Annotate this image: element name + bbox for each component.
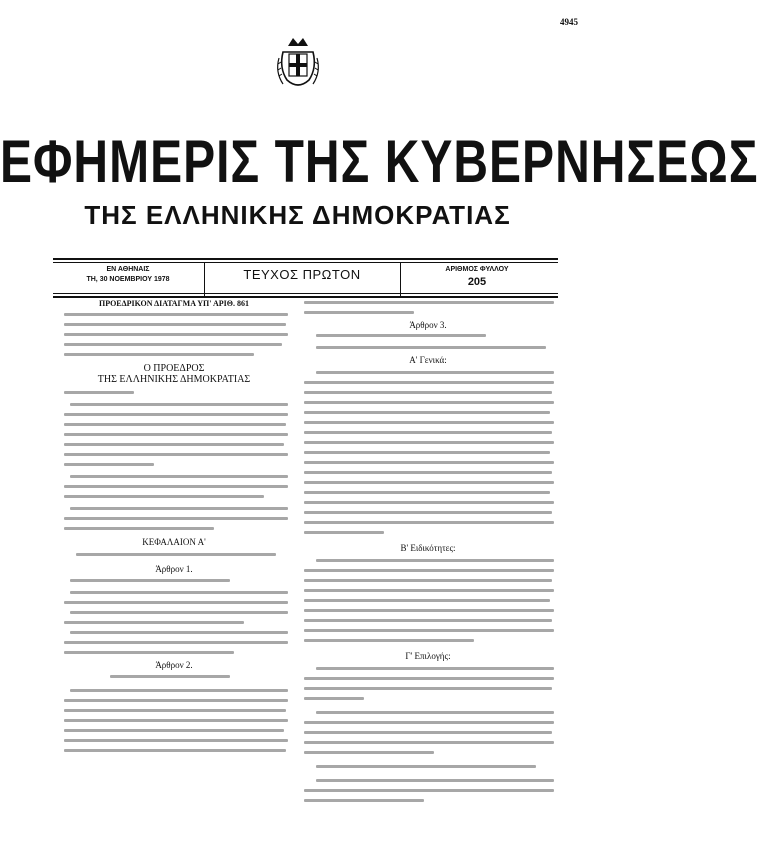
- text-line: [316, 371, 554, 374]
- text-line: [304, 789, 554, 792]
- text-line: [304, 619, 552, 622]
- text-line: [70, 475, 288, 478]
- issue-place: ΕΝ ΑΘΗΝΑΙΣ: [106, 266, 150, 273]
- text-line: [304, 721, 554, 724]
- text-line: [64, 453, 288, 456]
- issue-type: ΤΕΥΧΟΣ ΠΡΩΤΟΝ: [243, 267, 361, 282]
- president-heading-line2: ΤΗΣ ΕΛΛΗΝΙΚΗΣ ΔΗΜΟΚΡΑΤΙΑΣ: [97, 374, 251, 385]
- text-line: [304, 521, 554, 524]
- text-line: [64, 709, 286, 712]
- text-line: [304, 491, 550, 494]
- text-line: [304, 677, 554, 680]
- article-3-heading: Άρθρον 3.: [409, 320, 447, 330]
- text-line: [304, 421, 554, 424]
- issue-date: ΤΗ, 30 ΝΟΕΜΒΡΙΟΥ 1978: [86, 276, 170, 283]
- text-line: [316, 779, 554, 782]
- text-line: [70, 631, 288, 634]
- text-line: [316, 334, 486, 337]
- text-line: [304, 501, 554, 504]
- text-line: [64, 433, 288, 436]
- section-b-heading: Β' Ειδικότητες:: [400, 543, 456, 553]
- page-number: 4945: [560, 17, 578, 27]
- chapter-heading: ΚΕΦΑΛΑΙΟΝ Α': [142, 537, 206, 547]
- text-line: [64, 485, 288, 488]
- text-line: [64, 739, 288, 742]
- text-line: [64, 353, 254, 356]
- info-separator-right: [400, 262, 401, 296]
- text-line: [70, 689, 288, 692]
- text-line: [304, 381, 554, 384]
- text-line: [64, 527, 214, 530]
- top-rule: [53, 258, 558, 260]
- text-line: [64, 323, 286, 326]
- text-line: [110, 675, 230, 678]
- text-line: [64, 391, 134, 394]
- text-line: [316, 765, 536, 768]
- masthead-subtitle: ΤΗΣ ΕΛΛΗΝΙΚΗΣ ΔΗΜΟΚΡΑΤΙΑΣ: [84, 200, 511, 230]
- section-a-heading: Α' Γενικά:: [409, 355, 447, 365]
- bottom-rule: [53, 296, 558, 298]
- text-line: [304, 451, 550, 454]
- text-line: [304, 391, 552, 394]
- text-line: [304, 731, 552, 734]
- text-line: [70, 611, 288, 614]
- article-1-heading: Άρθρον 1.: [155, 564, 193, 574]
- text-line: [64, 719, 288, 722]
- text-line: [304, 511, 552, 514]
- top-rule-thin: [53, 262, 558, 263]
- president-heading: Ο ΠΡΟΕΔΡΟΣ: [143, 363, 205, 374]
- text-line: [304, 639, 474, 642]
- coat-of-arms-emblem: [273, 32, 323, 90]
- text-line: [64, 495, 264, 498]
- text-line: [64, 423, 286, 426]
- text-line: [304, 751, 434, 754]
- text-line: [304, 531, 384, 534]
- text-line: [304, 401, 554, 404]
- text-line: [64, 729, 284, 732]
- text-line: [64, 517, 288, 520]
- decree-heading: ΠΡΟΕΔΡΙΚΟΝ ΔΙΑΤΑΓΜΑ ΥΠ' ΑΡΙΘ. 861: [98, 299, 250, 308]
- text-line: [304, 609, 554, 612]
- text-line: [304, 431, 552, 434]
- text-line: [316, 346, 546, 349]
- text-line: [70, 591, 288, 594]
- text-line: [64, 313, 288, 316]
- text-line: [304, 697, 364, 700]
- text-line: [64, 343, 282, 346]
- text-line: [304, 461, 554, 464]
- text-line: [304, 629, 554, 632]
- text-line: [64, 333, 288, 336]
- text-line: [64, 413, 288, 416]
- text-line: [304, 579, 552, 582]
- sheet-number-label: ΑΡΙΘΜΟΣ ΦΥΛΛΟΥ: [445, 266, 509, 273]
- article-2-heading: Άρθρον 2.: [155, 660, 193, 670]
- text-line: [316, 559, 554, 562]
- text-line: [64, 621, 244, 624]
- text-line: [304, 311, 414, 314]
- text-line: [64, 651, 234, 654]
- text-line: [304, 471, 552, 474]
- text-line: [304, 481, 554, 484]
- text-line: [304, 687, 552, 690]
- section-c-heading: Γ' Επιλογής:: [405, 651, 451, 661]
- text-line: [64, 601, 288, 604]
- sheet-number: 205: [467, 276, 487, 288]
- text-line: [316, 711, 554, 714]
- text-line: [64, 463, 154, 466]
- text-line: [304, 589, 554, 592]
- text-line: [304, 799, 424, 802]
- text-line: [304, 569, 554, 572]
- text-line: [70, 507, 288, 510]
- masthead-title: ΕΦΗΜΕΡΙΣ ΤΗΣ ΚΥΒΕΡΝΗΣΕΩΣ: [0, 129, 759, 196]
- text-line: [304, 741, 554, 744]
- text-line: [70, 579, 230, 582]
- text-line: [76, 553, 276, 556]
- text-line: [304, 411, 550, 414]
- bottom-rule-thin: [53, 293, 558, 294]
- text-line: [304, 441, 554, 444]
- text-line: [64, 699, 288, 702]
- info-separator-left: [204, 262, 205, 296]
- text-line: [316, 667, 554, 670]
- text-line: [304, 301, 554, 304]
- text-line: [70, 403, 288, 406]
- text-line: [304, 599, 550, 602]
- text-line: [64, 641, 288, 644]
- text-line: [64, 443, 284, 446]
- text-line: [64, 749, 286, 752]
